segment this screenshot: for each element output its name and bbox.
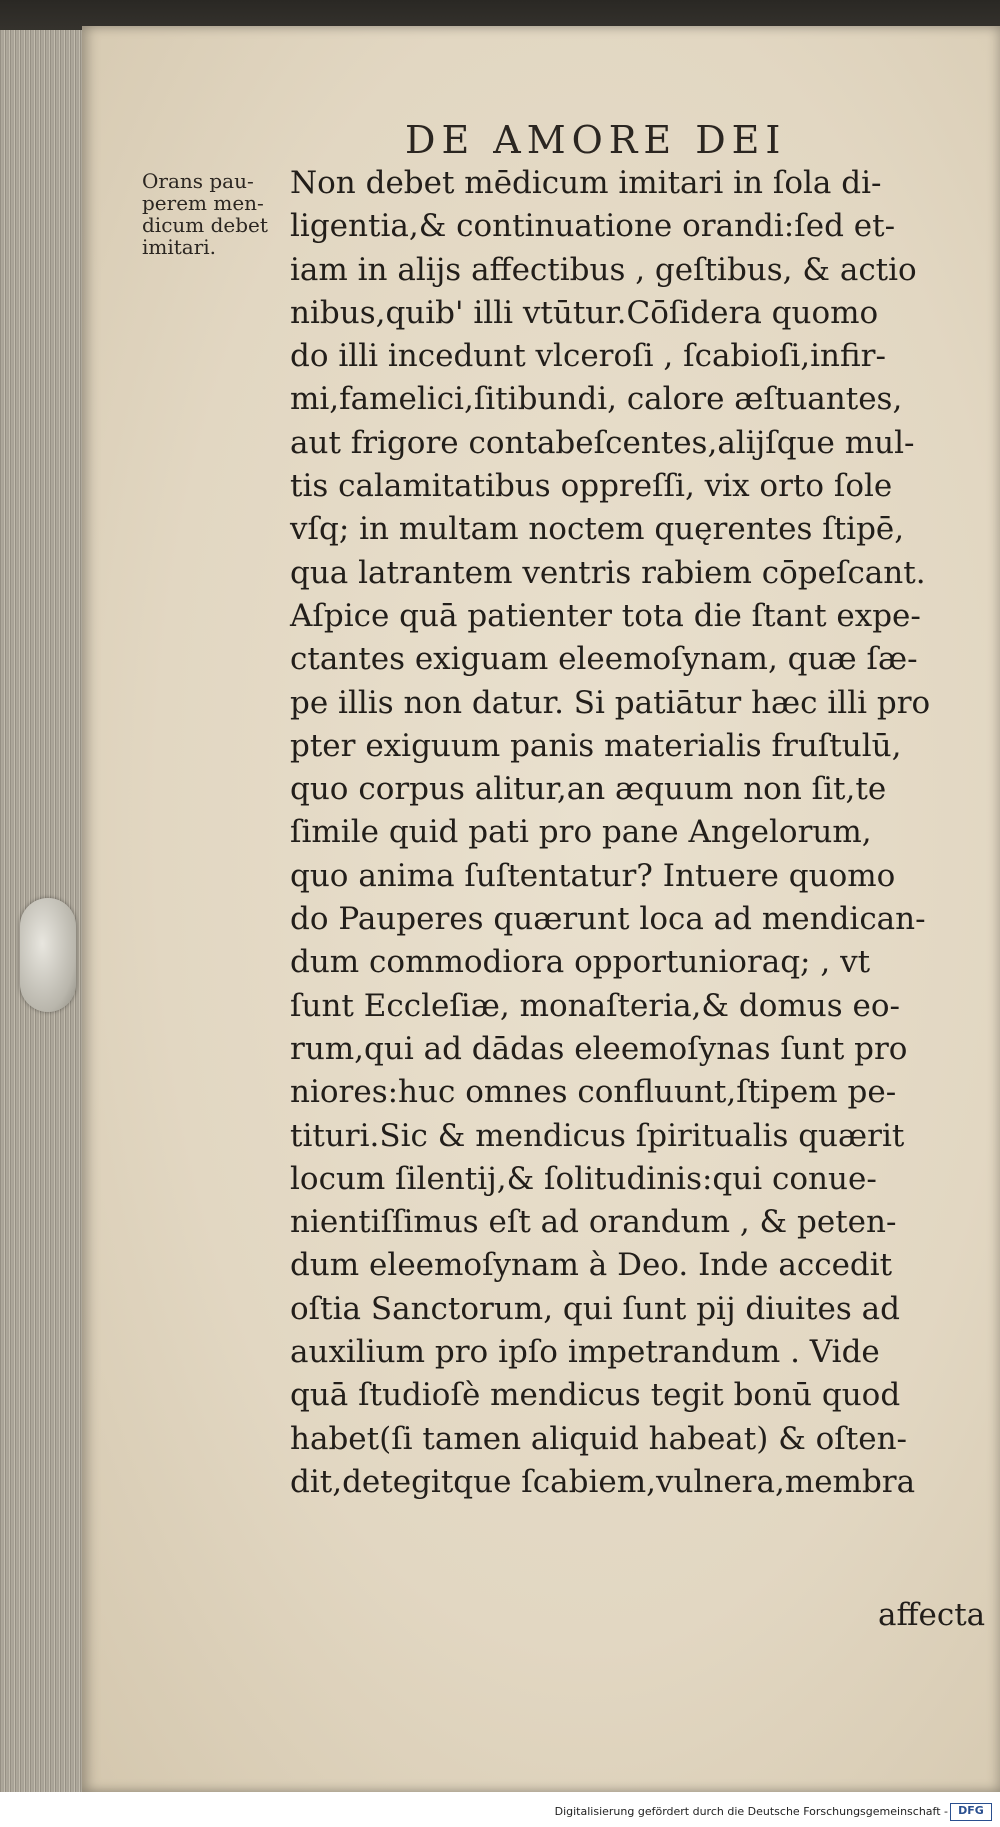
text-line: tis calamitatibus oppreſſi, vix orto ſole <box>290 468 893 505</box>
text-line: vſq; in multam noctem quęrentes ſtipē, <box>290 511 905 548</box>
text-line: quo anima ſuſtentatur? Intuere quomo <box>290 857 896 894</box>
text-line: Aſpice quā patienter tota die ſtant expe- <box>290 597 921 634</box>
book-clasp <box>20 898 76 1012</box>
text-line: ctantes exiguam eleemoſynam, quæ ſæ- <box>290 641 918 678</box>
dfg-logo-icon: DFG <box>950 1803 992 1821</box>
catchword: affecta <box>878 1597 986 1633</box>
running-head: DE AMORE DEI <box>405 118 787 162</box>
text-line: do Pauperes quærunt loca ad mendican- <box>290 901 926 938</box>
text-line: niores:huc omnes confluunt,ſtipem pe- <box>290 1074 897 1111</box>
text-line: pe illis non datur. Si patiātur hæc illi pro <box>290 684 931 721</box>
text-line: locum ſilentij,& ſolitudinis:qui conue- <box>290 1160 877 1197</box>
text-line: auxilium pro ipſo impetrandum . Vide <box>290 1334 880 1371</box>
text-line: ſimile quid pati pro pane Angelorum, <box>290 814 872 851</box>
marginal-note-line: dicum debet <box>142 213 268 237</box>
marginal-note-line: Orans pau- <box>142 169 254 193</box>
marginal-note-line: perem men- <box>142 191 264 215</box>
marginal-note <box>142 170 312 258</box>
text-line: iam in alijs affectibus , geſtibus, & actio <box>290 251 917 288</box>
text-line: dit,detegitque ſcabiem,vulnera,membra <box>290 1463 916 1500</box>
text-line: oſtia Sanctorum, qui ſunt pij diuites ad <box>290 1290 900 1327</box>
text-line: habet(ſi tamen aliquid habeat) & oſten- <box>290 1420 908 1457</box>
text-line: nibus,quib' illi vtūtur.Cōſidera quomo <box>290 294 879 331</box>
text-line: dum commodiora opportunioraq; , vt <box>290 944 871 981</box>
text-line: rum,qui ad dādas eleemoſynas ſunt pro <box>290 1030 908 1067</box>
text-line: quo corpus alitur,an æquum non ſit,te <box>290 771 887 808</box>
text-line: nientiſſimus eſt ad orandum , & peten- <box>290 1204 897 1241</box>
marginal-note-line: imitari. <box>142 235 217 259</box>
text-line: ſunt Eccleſiæ, monaſteria,& domus eo- <box>290 987 900 1024</box>
text-line: dum eleemoſynam à Deo. Inde accedit <box>290 1247 893 1284</box>
text-line: do illi incedunt vlceroſi , ſcabioſi,infir- <box>290 338 886 375</box>
text-line: pter exiguum panis materialis fruſtulū, <box>290 727 902 764</box>
text-line: qua latrantem ventris rabiem cōpeſcant. <box>290 554 926 591</box>
text-line: quā ſtudioſè mendicus tegit bonū quod <box>290 1377 901 1414</box>
digitization-credit: Digitalisierung gefördert durch die Deutsche Forschungsgemeinschaft - <box>554 1805 948 1818</box>
text-line: mi,famelici,ſitibundi, calore æſtuantes, <box>290 381 903 418</box>
text-line: ligentia,& continuatione orandi:ſed et- <box>290 208 896 245</box>
text-line: aut frigore contabeſcentes,alijſque mul- <box>290 424 915 461</box>
body-text <box>290 162 955 1504</box>
text-line: Non debet mēdicum imitari in ſola di- <box>290 165 882 201</box>
text-line: tituri.Sic & mendicus ſpiritualis quærit <box>290 1117 905 1154</box>
